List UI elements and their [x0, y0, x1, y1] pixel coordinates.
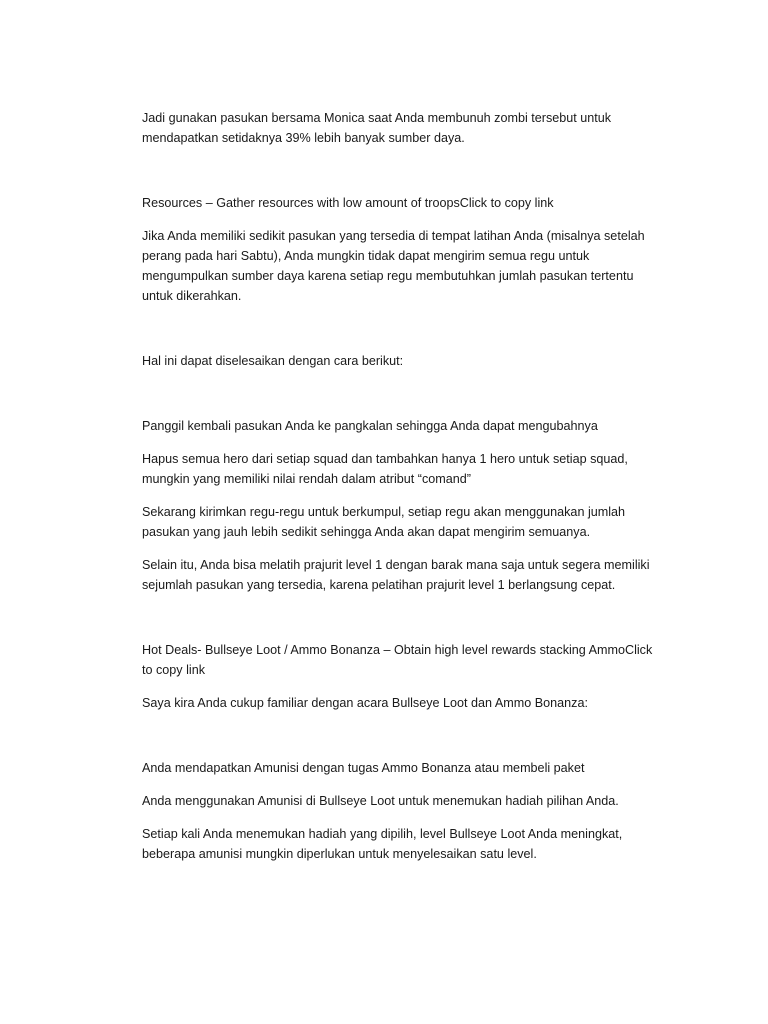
paragraph-intro: Jadi gunakan pasukan bersama Monica saat Anda membunuh zombi tersebut untuk mendapatkan setidaknya 39% lebih banyak sumber daya.: [142, 111, 612, 145]
paragraph-solution-lead: Hal ini dapat diselesaikan dengan cara berikut:: [142, 354, 404, 368]
section-heading-hot-deals: Hot Deals- Bullseye Loot / Ammo Bonanza – Obtain high level rewards stacking AmmoClick to copy link: [142, 643, 653, 677]
step-send-squads: Sekarang kirimkan regu-regu untuk berkumpul, setiap regu akan menggunakan jumlah pasukan yang jauh lebih sedikit sehingga Anda akan dapat mengirim semuanya.: [142, 505, 626, 539]
step-remove-heroes: Hapus semua hero dari setiap squad dan tambahkan hanya 1 hero untuk setiap squad, mungkin yang memiliki nilai rendah dalam atribut “comand”: [142, 452, 628, 486]
step-use-ammo: Anda menggunakan Amunisi di Bullseye Loot untuk menemukan hadiah pilihan Anda.: [142, 794, 619, 808]
step-recall-troops: Panggil kembali pasukan Anda ke pangkalan sehingga Anda dapat mengubahnya: [142, 419, 598, 433]
step-level-up: Setiap kali Anda menemukan hadiah yang dipilih, level Bullseye Loot Anda meningkat, beberapa amunisi mungkin diperlukan untuk menyelesaikan satu level.: [142, 827, 623, 861]
paragraph-hot-deals-intro: Saya kira Anda cukup familiar dengan acara Bullseye Loot dan Ammo Bonanza:: [142, 696, 588, 710]
section-heading-resources: Resources – Gather resources with low amount of troopsClick to copy link: [142, 196, 554, 210]
paragraph-resources-body: Jika Anda memiliki sedikit pasukan yang tersedia di tempat latihan Anda (misalnya setelah perang pada hari Sabtu), Anda mungkin tidak dapat mengirim semua regu untuk mengumpulkan sumber daya karena setiap regu membutuhkan jumlah pasukan tertentu untuk dikerahkan.: [142, 229, 645, 303]
step-get-ammo: Anda mendapatkan Amunisi dengan tugas Ammo Bonanza atau membeli paket: [142, 761, 585, 775]
document-body: [142, 108, 657, 864]
step-train-level1: Selain itu, Anda bisa melatih prajurit level 1 dengan barak mana saja untuk segera memiliki sejumlah pasukan yang tersedia, karena pelatihan prajurit level 1 berlangsung cepat.: [142, 558, 650, 592]
